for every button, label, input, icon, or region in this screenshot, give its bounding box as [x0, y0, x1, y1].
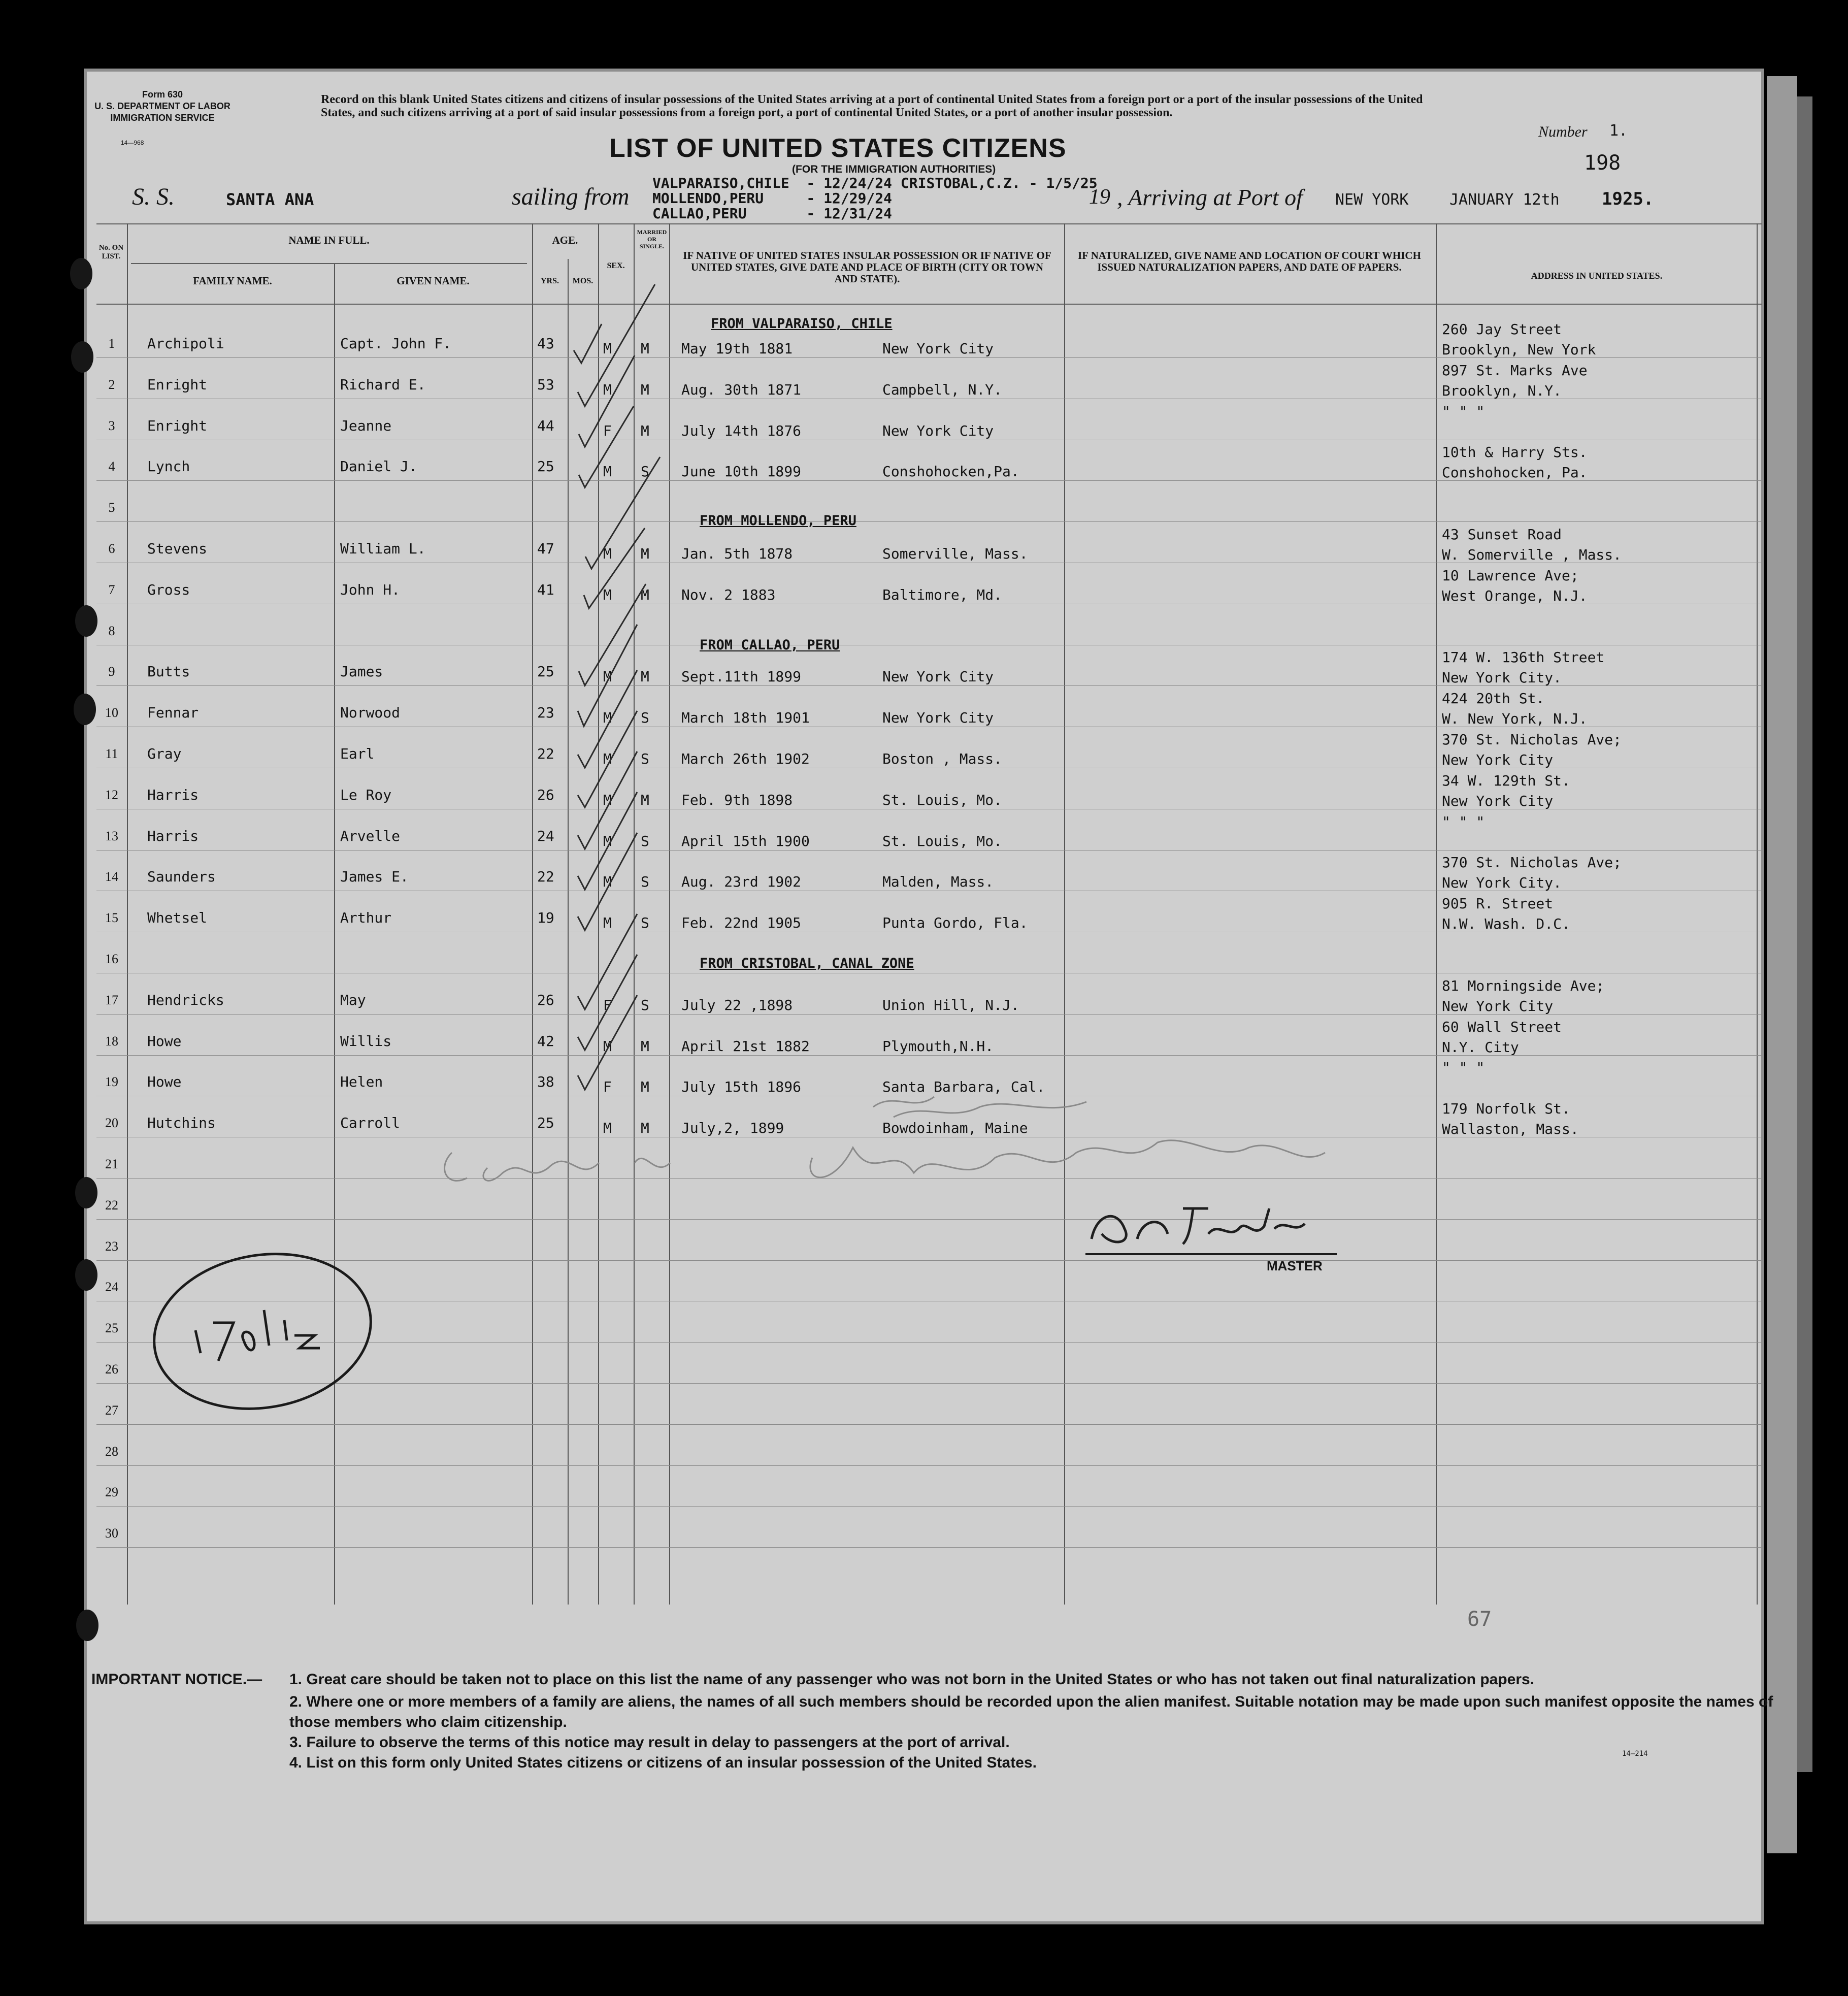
family-name-cell: Whetsel: [147, 909, 208, 927]
birth-place-cell: Boston , Mass.: [882, 750, 1003, 767]
age-cell: 22: [537, 745, 554, 762]
age-cell: 26: [537, 786, 554, 803]
address-line1-cell: 60 Wall Street: [1442, 1018, 1562, 1035]
marital-status-cell: S: [641, 463, 649, 480]
marital-status-cell: S: [641, 996, 649, 1013]
row-number: 10: [105, 705, 118, 721]
sex-cell: M: [603, 914, 612, 932]
given-name-cell: Arvelle: [340, 827, 401, 844]
given-name-cell: Richard E.: [340, 376, 426, 393]
birth-date-cell: July,2, 1899: [681, 1120, 784, 1137]
address-line1-cell: " " ": [1442, 403, 1485, 420]
header-married-single: MARRIED OR SINGLE.: [637, 228, 667, 250]
address-line2-cell: N.Y. City: [1442, 1038, 1519, 1056]
check-mark: [574, 324, 602, 363]
ss-label: S. S.: [132, 183, 175, 210]
sex-cell: F: [603, 996, 612, 1013]
age-cell: 44: [537, 417, 554, 434]
section-heading: FROM MOLLENDO, PERU: [700, 513, 856, 529]
notice-item: 2. Where one or more members of a family are aliens, the names of all such members should be recorded upon the alien manifest. Suitable notation may be made upon such manifest opposite the names of those members who claim citizenship.: [289, 1693, 1773, 1730]
marital-status-cell: S: [641, 914, 649, 932]
family-name-cell: Harris: [147, 786, 199, 803]
row-number: 8: [108, 623, 115, 638]
address-line1-cell: 10 Lawrence Ave;: [1442, 567, 1579, 584]
given-name-cell: Arthur: [340, 909, 392, 927]
header-naturalized: IF NATURALIZED, GIVE NAME AND LOCATION OF COURT WHICH ISSUED NATURALIZATION PAPERS, AND DATE OF PAPERS.: [1078, 249, 1421, 273]
marital-status-cell: S: [641, 832, 649, 849]
marital-status-cell: M: [641, 422, 649, 439]
age-cell: 25: [537, 663, 554, 680]
header-sex: SEX.: [607, 261, 625, 270]
form-number: Form 630: [142, 89, 183, 100]
birth-place-cell: St. Louis, Mo.: [882, 832, 1003, 849]
signature-stroke: [445, 1140, 1325, 1181]
address-line2-cell: N.W. Wash. D.C.: [1442, 915, 1570, 933]
row-number: 28: [105, 1444, 118, 1459]
header-name-in-full: NAME IN FULL.: [288, 234, 370, 246]
address-line1-cell: 179 Norfolk St.: [1442, 1100, 1570, 1118]
address-line1-cell: 897 St. Marks Ave: [1442, 362, 1588, 379]
sex-cell: M: [603, 750, 612, 767]
family-name-cell: Enright: [147, 417, 208, 434]
family-name-cell: Gray: [147, 745, 182, 762]
address-line1-cell: 10th & Harry Sts.: [1442, 444, 1588, 461]
birth-place-cell: New York City: [882, 709, 994, 727]
given-name-cell: James E.: [340, 868, 409, 886]
address-line2-cell: Brooklyn, New York: [1442, 341, 1596, 358]
given-name-cell: John H.: [340, 581, 401, 598]
birth-date-cell: Feb. 9th 1898: [681, 791, 793, 808]
birth-date-cell: May 19th 1881: [681, 340, 793, 357]
row-number: 27: [105, 1402, 118, 1418]
faint-signature: [445, 1097, 1325, 1181]
row-number: 19: [105, 1074, 118, 1090]
row-number: 24: [105, 1280, 118, 1295]
address-line1-cell: 174 W. 136th Street: [1442, 649, 1605, 666]
row-number: 6: [108, 541, 115, 556]
birth-date-cell: Nov. 2 1883: [681, 586, 776, 603]
address-line2-cell: W. Somerville , Mass.: [1442, 546, 1622, 563]
marital-status-cell: S: [641, 873, 649, 891]
address-line1-cell: 424 20th St.: [1442, 690, 1545, 707]
address-line1-cell: " " ": [1442, 1059, 1485, 1076]
row-number: 17: [105, 992, 118, 1007]
birth-place-cell: Somerville, Mass.: [882, 545, 1028, 562]
birth-place-cell: New York City: [882, 340, 994, 357]
address-line2-cell: New York City.: [1442, 874, 1562, 892]
family-name-cell: Fennar: [147, 704, 199, 722]
form-code: 14—968: [121, 139, 144, 146]
row-number: 25: [105, 1321, 118, 1336]
birth-place-cell: Malden, Mass.: [882, 873, 994, 891]
marital-status-cell: M: [641, 340, 649, 357]
header-address: ADDRESS IN UNITED STATES.: [1531, 271, 1663, 281]
header-family-name: FAMILY NAME.: [193, 275, 272, 287]
marital-status-cell: M: [641, 791, 649, 808]
marital-status-cell: M: [641, 545, 649, 562]
department-name: U. S. DEPARTMENT OF LABOR: [94, 101, 230, 111]
birth-place-cell: Baltimore, Md.: [882, 586, 1003, 603]
address-line1-cell: 370 St. Nicholas Ave;: [1442, 854, 1622, 871]
sex-cell: M: [603, 668, 612, 685]
sex-cell: M: [603, 340, 612, 357]
header-yrs: YRS.: [540, 277, 559, 285]
notice-item: 1. Great care should be taken not to place on this list the name of any passenger who was not born in the United States or who has not taken out final naturalization papers.: [289, 1671, 1535, 1688]
given-name-cell: James: [340, 663, 383, 680]
given-name-cell: Daniel J.: [340, 458, 417, 475]
birth-date-cell: June 10th 1899: [681, 463, 802, 480]
birth-place-cell: Santa Barbara, Cal.: [882, 1078, 1045, 1096]
birth-place-cell: New York City: [882, 668, 994, 685]
age-cell: 25: [537, 458, 554, 475]
birth-date-cell: July 14th 1876: [681, 422, 802, 439]
birth-place-cell: Campbell, N.Y.: [882, 381, 1003, 398]
row-number: 13: [105, 828, 118, 843]
address-line2-cell: Wallaston, Mass.: [1442, 1121, 1579, 1138]
row-number: 5: [108, 500, 115, 515]
birth-date-cell: Sept.11th 1899: [681, 668, 802, 685]
master-signature: [1092, 1208, 1305, 1244]
address-line2-cell: New York City.: [1442, 669, 1562, 686]
family-name-cell: Gross: [147, 581, 190, 598]
arrival-year: 1925.: [1602, 189, 1654, 209]
note-stroke: [195, 1310, 320, 1361]
sex-cell: M: [603, 709, 612, 727]
address-line2-cell: W. New York, N.J.: [1442, 710, 1588, 728]
ship-name: SANTA ANA: [226, 190, 314, 209]
birth-date-cell: Jan. 5th 1878: [681, 545, 793, 562]
row-number: 16: [105, 952, 118, 966]
check-mark: [584, 528, 645, 608]
family-name-cell: Hutchins: [147, 1115, 216, 1132]
given-name-cell: Norwood: [340, 704, 401, 722]
age-cell: 53: [537, 376, 554, 393]
address-line1-cell: 905 R. Street: [1442, 895, 1554, 912]
master-signature-line: [1085, 1253, 1337, 1255]
address-line1-cell: 370 St. Nicholas Ave;: [1442, 731, 1622, 748]
correction-stroke: [873, 1097, 1086, 1117]
service-name: IMMIGRATION SERVICE: [110, 113, 215, 123]
family-name-cell: Archipoli: [147, 335, 224, 352]
family-name-cell: Lynch: [147, 458, 190, 475]
birth-date-cell: April 21st 1882: [681, 1037, 810, 1055]
marital-status-cell: M: [641, 1078, 649, 1096]
age-cell: 47: [537, 540, 554, 557]
section-heading: FROM VALPARAISO, CHILE: [711, 316, 893, 332]
circled-note: [142, 1237, 383, 1425]
page-title: LIST OF UNITED STATES CITIZENS: [609, 134, 1067, 163]
sex-cell: M: [603, 586, 612, 603]
age-cell: 26: [537, 991, 554, 1008]
header-mos: MOS.: [572, 277, 593, 285]
address-line2-cell: New York City: [1442, 792, 1554, 809]
list-number-value: 1.: [1609, 122, 1628, 140]
section-heading: FROM CRISTOBAL, CANAL ZONE: [700, 956, 914, 971]
row-number: 30: [105, 1526, 118, 1541]
sex-cell: M: [603, 873, 612, 891]
notice-item: 4. List on this form only United States citizens or citizens of an insular possession of the United States.: [289, 1754, 1037, 1771]
address-line2-cell: Brooklyn, N.Y.: [1442, 382, 1562, 399]
section-heading: FROM CALLAO, PERU: [700, 637, 840, 653]
row-number: 3: [108, 418, 115, 433]
header-age: AGE.: [552, 234, 578, 246]
age-cell: 25: [537, 1115, 554, 1132]
note-circle: [142, 1237, 383, 1425]
port-line: CALLAO,PERU - 12/31/24: [652, 205, 893, 222]
margin-mark: 67: [1467, 1608, 1492, 1631]
port-line: MOLLENDO,PERU - 12/29/24: [652, 190, 893, 207]
row-number: 18: [105, 1033, 118, 1049]
given-name-cell: Earl: [340, 745, 375, 762]
marital-status-cell: M: [641, 668, 649, 685]
row-number: 20: [105, 1116, 118, 1131]
check-mark: [579, 584, 646, 685]
family-name-cell: Howe: [147, 1073, 182, 1091]
check-mark: [579, 406, 634, 487]
master-label: MASTER: [1267, 1258, 1323, 1273]
check-mark: [578, 625, 637, 726]
birth-place-cell: St. Louis, Mo.: [882, 791, 1003, 808]
age-cell: 41: [537, 581, 554, 598]
address-line2-cell: Conshohocken, Pa.: [1442, 464, 1588, 481]
address-line2-cell: New York City: [1442, 997, 1554, 1015]
birth-date-cell: March 18th 1901: [681, 709, 810, 727]
family-name-cell: Saunders: [147, 868, 216, 886]
record-instructions: Record on this blank United States citizens and citizens of insular possessions of the United States arriving at a port of continental United States from a foreign port or a port of the insular possessions of the United States, and such citizens arriving at a port of said insular possessions from a foreign port, a port of continental United States, or a port of another insular possession.: [321, 93, 1423, 119]
birth-place-cell: Plymouth,N.H.: [882, 1037, 994, 1055]
list-number-label: Number: [1538, 123, 1588, 140]
signature-stroke: [1092, 1208, 1305, 1244]
given-name-cell: Capt. John F.: [340, 335, 452, 352]
marital-status-cell: M: [641, 586, 649, 603]
sex-cell: M: [603, 545, 612, 562]
given-name-cell: William L.: [340, 540, 426, 557]
age-cell: 38: [537, 1073, 554, 1091]
row-number: 9: [108, 664, 115, 679]
header-given-name: GIVEN NAME.: [397, 275, 470, 287]
row-number: 11: [105, 746, 118, 761]
birth-place-cell: Union Hill, N.J.: [882, 996, 1019, 1013]
check-mark: [578, 670, 637, 768]
notice-heading: IMPORTANT NOTICE.—: [91, 1671, 262, 1688]
birth-place-cell: Conshohocken,Pa.: [882, 463, 1019, 480]
arriving-label: , Arriving at Port of: [1117, 184, 1303, 210]
birth-date-cell: Aug. 23rd 1902: [681, 873, 802, 891]
family-name-cell: Enright: [147, 376, 208, 393]
page-number: 198: [1584, 151, 1621, 175]
year-prefix: 19: [1089, 185, 1110, 209]
birth-date-cell: April 15th 1900: [681, 832, 810, 849]
row-number: 14: [105, 869, 118, 885]
age-cell: 42: [537, 1032, 554, 1050]
address-line1-cell: 260 Jay Street: [1442, 321, 1562, 338]
birth-date-cell: Feb. 22nd 1905: [681, 914, 802, 932]
arrival-date: JANUARY 12th: [1449, 191, 1560, 209]
row-number: 7: [108, 582, 115, 597]
address-line2-cell: New York City: [1442, 751, 1554, 768]
age-cell: 22: [537, 868, 554, 886]
row-number: 26: [105, 1362, 118, 1377]
address-line1-cell: 34 W. 129th St.: [1442, 772, 1570, 789]
address-line1-cell: " " ": [1442, 813, 1485, 830]
given-name-cell: Le Roy: [340, 786, 392, 803]
family-name-cell: Butts: [147, 663, 190, 680]
check-marks: [574, 284, 660, 1090]
page-subtitle: (FOR THE IMMIGRATION AUTHORITIES): [792, 163, 996, 175]
sex-cell: M: [603, 463, 612, 480]
sex-cell: M: [603, 1037, 612, 1055]
row-number: 4: [108, 459, 115, 474]
marital-status-cell: M: [641, 1120, 649, 1137]
sex-cell: M: [603, 832, 612, 849]
given-name-cell: Jeanne: [340, 417, 392, 434]
sex-cell: M: [603, 791, 612, 808]
age-cell: 23: [537, 704, 554, 722]
birth-place-cell: Punta Gordo, Fla.: [882, 914, 1028, 932]
family-name-cell: Hendricks: [147, 991, 224, 1008]
given-name-cell: Carroll: [340, 1115, 401, 1132]
row-number: 12: [105, 787, 118, 802]
family-name-cell: Harris: [147, 827, 199, 844]
check-mark: [585, 457, 660, 569]
marital-status-cell: M: [641, 1037, 649, 1055]
row-number: 21: [105, 1157, 118, 1171]
given-name-cell: Helen: [340, 1073, 383, 1091]
sailing-from-label: sailing from: [512, 183, 630, 210]
given-name-cell: Willis: [340, 1032, 392, 1050]
row-number: 22: [105, 1197, 118, 1213]
row-number: 2: [108, 377, 115, 392]
birth-place-cell: Bowdoinham, Maine: [882, 1120, 1028, 1137]
port-line: VALPARAISO,CHILE - 12/24/24 CRISTOBAL,C.Z. - 1/5/25: [652, 175, 1098, 191]
row-number: 23: [105, 1238, 118, 1254]
marital-status-cell: S: [641, 709, 649, 727]
sex-cell: F: [603, 1078, 612, 1096]
sex-cell: M: [603, 381, 612, 398]
age-cell: 24: [537, 827, 554, 844]
address-line2-cell: West Orange, N.J.: [1442, 587, 1588, 604]
age-cell: 19: [537, 909, 554, 927]
header-birth: IF NATIVE OF UNITED STATES INSULAR POSSESSION OR IF NATIVE OF UNITED STATES, GIVE DATE AND PLACE OF BIRTH (CITY OR TOWN AND STATE).: [683, 249, 1051, 285]
family-name-cell: Stevens: [147, 540, 208, 557]
birth-date-cell: July 22 ,1898: [681, 996, 793, 1013]
birth-place-cell: New York City: [882, 422, 994, 439]
family-name-cell: Howe: [147, 1032, 182, 1050]
row-number: 15: [105, 910, 118, 926]
arrival-port: NEW YORK: [1335, 191, 1409, 209]
address-line1-cell: 43 Sunset Road: [1442, 526, 1562, 543]
footer-form-code: 14—214: [1622, 1750, 1648, 1758]
sex-cell: F: [603, 422, 612, 439]
birth-date-cell: March 26th 1902: [681, 750, 810, 767]
marital-status-cell: S: [641, 750, 649, 767]
row-number: 29: [105, 1485, 118, 1500]
marital-status-cell: M: [641, 381, 649, 398]
address-line1-cell: 81 Morningside Ave;: [1442, 977, 1605, 994]
header-no-on-list: No. ON LIST.: [98, 244, 124, 260]
birth-date-cell: July 15th 1896: [681, 1078, 802, 1096]
notice-item: 3. Failure to observe the terms of this notice may result in delay to passengers at the port of arrival.: [289, 1734, 1010, 1751]
sex-cell: M: [603, 1120, 612, 1137]
birth-date-cell: Aug. 30th 1871: [681, 381, 802, 398]
given-name-cell: May: [340, 991, 366, 1008]
age-cell: 43: [537, 335, 554, 352]
row-number: 1: [108, 336, 115, 351]
